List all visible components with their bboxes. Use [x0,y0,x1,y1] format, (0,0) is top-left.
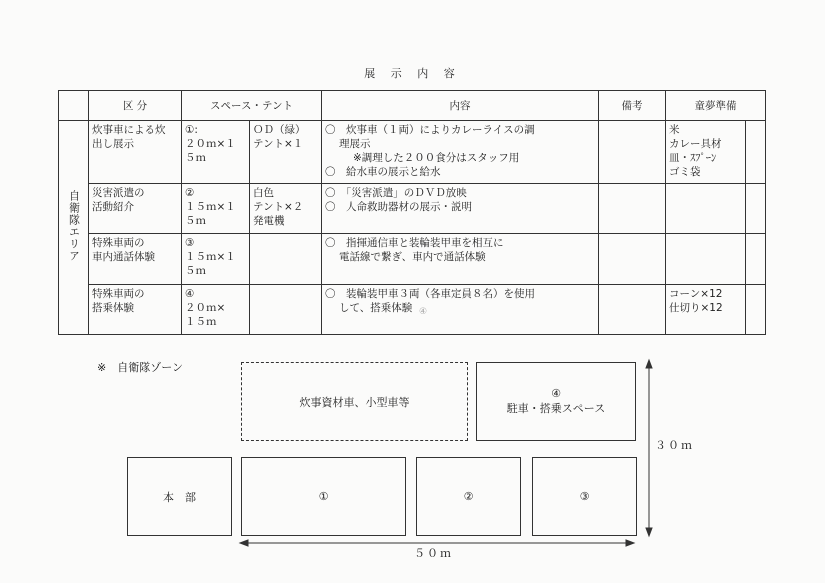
header-content: 内容 [322,91,599,121]
content-line: 〇 給水車の展示と給水 [325,166,441,178]
category-line: 車内通話体験 [92,251,155,263]
cooking-vehicle-label: 炊事資材車、小型車等 [299,395,410,409]
prep-line: 仕切り×12 [669,302,723,314]
content-line: 〇 人命救助器材の展示・説明 [325,201,472,213]
content-line: 〇 炊事車（１両）によりカレーライスの調 [325,124,535,136]
space-line: ② [185,187,195,199]
prep-line: ゴミ袋 [669,166,701,178]
category-line: 出し展示 [92,138,134,150]
content-line: して、搭乗体験 [339,302,413,314]
category-line: 特殊車両の [92,237,145,249]
content-line: 〇 指揮通信車と装輪装甲車を相互に [325,237,504,249]
space-line: ③ [185,237,195,249]
arrow-down-icon [646,528,652,536]
zone-3-label: ③ [579,490,590,503]
page-title: 展 示 内 容 [364,67,461,80]
hq-label: 本 部 [163,490,196,504]
space-line: ５ｍ [185,215,206,227]
space-line: ④ [185,288,195,300]
parking-number: ④ [551,387,561,400]
header-remarks: 備考 [599,91,666,121]
space-line: ５ｍ [185,152,206,164]
space-line: ２０ｍ× [185,302,226,314]
content-line: ※調理した２００食分はスタッフ用 [353,152,520,164]
header-space-tent: スペース・テント [182,91,322,121]
category-line: 炊事車による炊 [92,124,166,136]
zone-2-label: ② [463,490,474,503]
zone-1-label: ① [318,490,329,503]
faint-stamp: ④ [419,307,428,317]
width-dimension-label: ５０ｍ [414,547,453,560]
category-line: 災害派遣の [92,187,145,199]
space-line: １５ｍ×１ [185,251,236,263]
category-line: 特殊車両の [92,288,145,300]
content-line: 〇 「災害派遣」のＤＶＤ放映 [325,187,467,199]
arrow-left-icon [240,540,248,546]
prep-line: 米 [669,124,680,136]
header-prep: 童夢準備 [666,91,766,121]
space-line: ①: [185,124,198,136]
space-line: １５ｍ×１ [185,201,236,213]
area-label: 自衛隊エリア [67,189,81,262]
tent-line: テント×１ [253,138,304,150]
tent-line: テント×２ [253,201,304,213]
height-dimension-label: ３０ｍ [655,439,694,452]
category-line: 搭乗体験 [92,302,134,314]
parking-label: 駐車・搭乗スペース [506,402,606,415]
category-line: 活動紹介 [92,201,134,213]
tent-line: 白色 [253,187,274,199]
prep-line: カレー具材 [669,138,722,150]
prep-line: コーン×12 [669,288,723,300]
prep-line: 皿・ｽﾌﾟｰﾝ [669,152,717,164]
arrow-right-icon [626,540,634,546]
content-line: 〇 装輪装甲車３両（各車定員８名）を使用 [325,288,535,300]
header-category: 区 分 [89,91,182,121]
zone-note: ※ 自衛隊ゾーン [97,361,183,374]
tent-line: 発電機 [253,215,285,227]
tent-line: ＯＤ（緑） [253,124,306,136]
arrow-up-icon [646,360,652,368]
content-line: 電話線で繋ぎ、車内で通話体験 [339,251,486,263]
space-line: ５ｍ [185,265,206,277]
space-line: １５ｍ [185,316,217,328]
content-line: 理展示 [339,138,371,150]
space-line: ２０ｍ×１ [185,138,236,150]
